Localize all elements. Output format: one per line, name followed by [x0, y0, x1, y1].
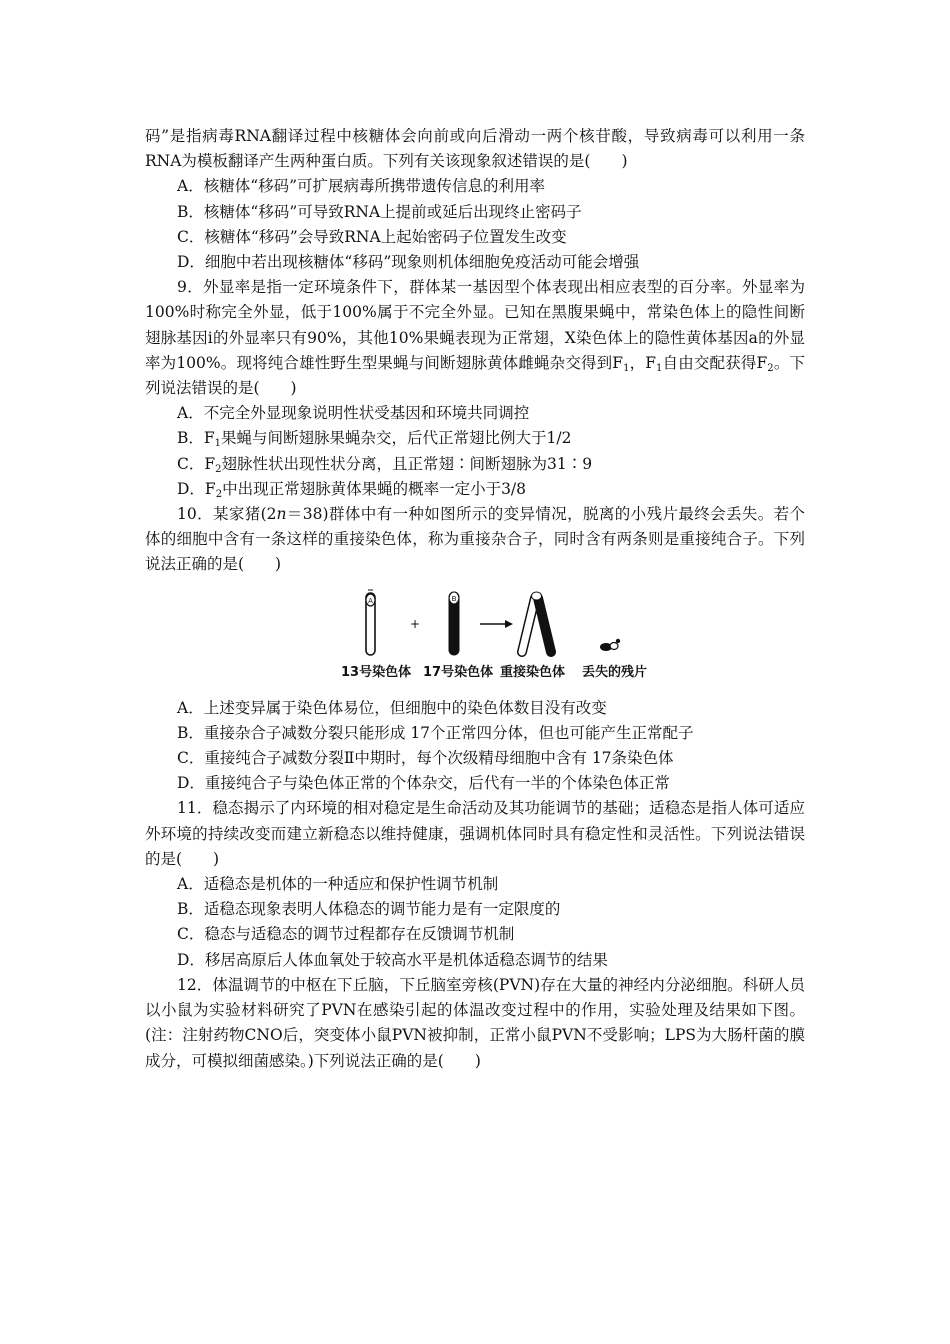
- q9-sub-3: 2: [767, 362, 774, 374]
- content: [145, 124, 805, 1074]
- lost-fragment: [600, 638, 620, 650]
- q9-option-c-post: 翅脉性状出现性状分离，且正常翅∶间断翅脉为31∶9: [221, 454, 593, 473]
- q9-option-d-pre: D．F: [177, 479, 216, 498]
- plus-sign: +: [409, 616, 421, 631]
- caption-chromosome-17: 17号染色体: [423, 664, 494, 680]
- q9-option-c-pre: C．F: [177, 454, 216, 473]
- q9-stem-part-b: ，F: [629, 353, 657, 372]
- q9-option-b: [145, 426, 805, 451]
- q9-stem-part-d: 。下列说法错误的是( ): [145, 353, 805, 398]
- q9-option-d-sub: 2: [215, 488, 223, 500]
- caption-lost-fragment: 丢失的残片: [582, 664, 648, 680]
- chromosome-17: [449, 592, 459, 655]
- q10-option-b: B．重接杂合子减数分裂只能形成 17个正常四分体，但也可能产生正常配子: [177, 723, 694, 742]
- q9-option-c-sub: 2: [215, 463, 222, 475]
- q9-option-d: [145, 477, 805, 502]
- caption-fused-chromosome: 重接染色体: [500, 664, 566, 680]
- arrow-icon: [480, 620, 513, 628]
- q10-stem-post: ＝38)群体中有一种如图所示的变异情况，脱离的小残片最终会丢失。若个体的细胞中含有一条这样的重接染色体，称为重接杂合子，同时含有两条则是重接纯合子。下列说法正确的是( ): [145, 505, 805, 574]
- q10-stem-n: n: [276, 505, 287, 524]
- q11-option-a: A．适稳态是机体的一种适应和保护性调节机制: [177, 875, 499, 894]
- q9-option-c: [145, 452, 805, 477]
- chromosome-diagram: [335, 584, 655, 660]
- q12-stem: 12．体温调节的中枢在下丘脑，下丘脑室旁核(PVN)存在大量的神经内分泌细胞。科研人员以小鼠为实验材料研究了PVN在感染引起的体温改变过程中的作用，实验处理及结果如下图。(注：注射药物CNO后，突变体小鼠PVN被抑制，正常小鼠PVN不受影响；LPS为大肠杆菌的膜成分，可模拟细菌感染。)下列说法正确的是( ): [145, 975, 805, 1070]
- q10-option-d: D．重接纯合子与染色体正常的个体杂交，后代有一半的个体染色体正常: [177, 774, 670, 793]
- q9-option-d-post: 中出现正常翅脉黄体果蝇的概率一定小于3/8: [222, 479, 527, 498]
- q9-stem-part-a: 9．外显率是指一定环境条件下，群体某一基因型个体表现出相应表型的百分率。外显率为100%时称完全外显，低于100%属于不完全外显。已知在黑腹果蝇中，常染色体上的隐性间断翅脉基因i的外显率只有90%，其他10%果蝇表现为正常翅，X染色体上的隐性黄体基因a的外显率为100%。现将纯合雄性野生型果蝇与间断翅脉黄体雌蝇杂交得到F: [145, 278, 805, 372]
- q9-option-b-post: 果蝇与间断翅脉果蝇杂交，后代正常翅比例大于1/2: [221, 429, 572, 448]
- q9-option-b-sub: 1: [214, 438, 222, 450]
- q11-option-d: D．移居高原后人体血氧处于较高水平是机体适稳态调节的结果: [177, 950, 608, 969]
- chromosome-figure: [145, 584, 805, 688]
- q10-stem: [145, 502, 805, 578]
- q9-option-a: A．不完全外显现象说明性状受基因和环境共同调控: [177, 404, 530, 423]
- q10-option-c: C．重接纯合子减数分裂Ⅱ中期时，每个次级精母细胞中含有 17条染色体: [177, 749, 674, 768]
- q11-option-b: B．适稳态现象表明人体稳态的调节能力是有一定限度的: [177, 900, 561, 919]
- q10-stem-pre: 10．某家猪(2: [177, 505, 277, 524]
- q9-sub-1: 1: [623, 362, 630, 374]
- caption-chromosome-13: 13号染色体: [341, 664, 412, 680]
- fused-chromosome: [522, 592, 551, 652]
- chromosome-13: [366, 590, 375, 655]
- q8-stem: 码”是指病毒RNA翻译过程中核糖体会向前或向后滑动一两个核苷酸，导致病毒可以利用一条RNA为模板翻译产生两种蛋白质。下列有关该现象叙述错误的是( ): [145, 127, 805, 171]
- q9-stem: [145, 275, 805, 401]
- q8-option-a: A．核糖体“移码”可扩展病毒所携带遗传信息的利用率: [177, 177, 546, 196]
- label-b: B: [451, 594, 457, 603]
- q8-option-c: C．核糖体“移码”会导致RNA上起始密码子位置发生改变: [177, 227, 567, 246]
- q10-option-a: A．上述变异属于染色体易位，但细胞中的染色体数目没有改变: [177, 698, 607, 717]
- q11-option-c: C．稳态与适稳态的调节过程都存在反馈调节机制: [177, 925, 515, 944]
- q9-option-b-pre: B．F: [177, 429, 215, 448]
- q9-stem-part-c: 自由交配获得F: [662, 353, 768, 372]
- q8-option-d: D．细胞中若出现核糖体“移码”现象则机体细胞免疫活动可能会增强: [177, 253, 640, 272]
- q11-stem: 11．稳态揭示了内环境的相对稳定是生命活动及其功能调节的基础；适稳态是指人体可适应外环境的持续改变而建立新稳态以维持健康，强调机体同时具有稳定性和灵活性。下列说法错误的是( ): [145, 799, 805, 868]
- label-a: A: [368, 596, 373, 605]
- q9-sub-2: 1: [656, 362, 663, 374]
- q8-option-b: B．核糖体“移码”可导致RNA上提前或延后出现终止密码子: [177, 202, 582, 221]
